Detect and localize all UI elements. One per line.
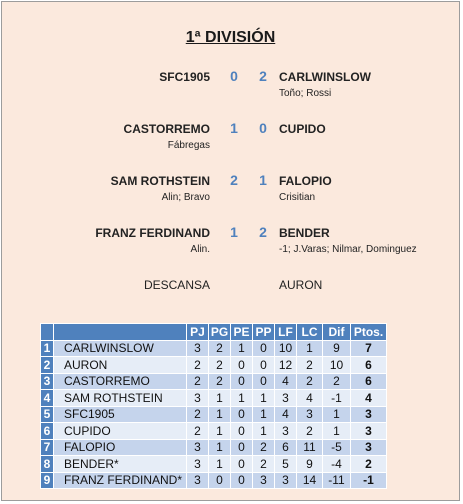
match-1	[2, 70, 459, 110]
team-cell: SAM ROTHSTEIN	[54, 390, 187, 407]
lf-cell: 4	[275, 406, 297, 423]
home-scorers: Fábregas	[167, 140, 210, 151]
header-lc: LC	[297, 324, 323, 341]
table-row	[41, 423, 387, 440]
pe-cell: 0	[231, 456, 253, 473]
away-goals: 2	[259, 68, 267, 84]
header-lf: LF	[275, 324, 297, 341]
pe-cell: 1	[231, 340, 253, 357]
lc-cell: 3	[297, 406, 323, 423]
lf-cell: 3	[275, 423, 297, 440]
lc-cell: 1	[297, 340, 323, 357]
position-cell: 7	[41, 439, 54, 456]
pp-cell: 0	[253, 357, 275, 374]
pts-cell: 6	[351, 373, 387, 390]
lc-cell: 2	[297, 357, 323, 374]
team-cell: FRANZ FERDINAND*	[54, 472, 187, 489]
lf-cell: 4	[275, 373, 297, 390]
lf-cell: 6	[275, 439, 297, 456]
pj-cell: 2	[187, 406, 209, 423]
header-dif: Dif	[323, 324, 351, 341]
lc-cell: 2	[297, 423, 323, 440]
home-goals: 0	[230, 68, 238, 84]
pe-cell: 0	[231, 406, 253, 423]
pts-cell: -1	[351, 472, 387, 489]
position-cell: 5	[41, 406, 54, 423]
team-cell: CUPIDO	[54, 423, 187, 440]
table-row	[41, 373, 387, 390]
results-panel	[1, 1, 460, 501]
home-scorers: Alin; Bravo	[161, 192, 210, 203]
dif-cell: -1	[323, 390, 351, 407]
team-cell: SFC1905	[54, 406, 187, 423]
pj-cell: 3	[187, 390, 209, 407]
pts-cell: 6	[351, 357, 387, 374]
away-goals: 0	[259, 120, 267, 136]
lf-cell: 12	[275, 357, 297, 374]
standings-header-row	[41, 324, 387, 341]
position-cell: 1	[41, 340, 54, 357]
pts-cell: 4	[351, 390, 387, 407]
pg-cell: 1	[209, 423, 231, 440]
pg-cell: 2	[209, 340, 231, 357]
dif-cell: -11	[323, 472, 351, 489]
header-pts: Ptos.	[351, 324, 387, 341]
away-team: FALOPIO	[279, 174, 332, 188]
dif-cell: 2	[323, 373, 351, 390]
bye-team: AURON	[279, 278, 323, 292]
team-cell: FALOPIO	[54, 439, 187, 456]
away-team: CUPIDO	[279, 122, 326, 136]
header-pe: PE	[231, 324, 253, 341]
home-team: SFC1905	[159, 70, 210, 84]
position-cell: 9	[41, 472, 54, 489]
away-team: BENDER	[279, 226, 330, 240]
pp-cell: 2	[253, 439, 275, 456]
pj-cell: 3	[187, 340, 209, 357]
page-title: 1ª DIVISIÓN	[185, 29, 276, 46]
away-scorers: Toño; Rossi	[279, 88, 332, 99]
team-cell: CARLWINSLOW	[54, 340, 187, 357]
home-goals: 1	[230, 120, 238, 136]
table-row	[41, 472, 387, 489]
bye-label: DESCANSA	[143, 278, 210, 292]
table-row	[41, 390, 387, 407]
pj-cell: 2	[187, 423, 209, 440]
pe-cell: 0	[231, 439, 253, 456]
header-team	[54, 324, 187, 341]
home-team: FRANZ FERDINAND	[95, 226, 210, 240]
standings-body	[41, 340, 387, 489]
team-cell: BENDER*	[54, 456, 187, 473]
header-blank	[41, 324, 54, 341]
header-pg: PG	[209, 324, 231, 341]
pj-cell: 2	[187, 373, 209, 390]
pts-cell: 3	[351, 439, 387, 456]
pp-cell: 0	[253, 373, 275, 390]
position-cell: 4	[41, 390, 54, 407]
lf-cell: 3	[275, 472, 297, 489]
pp-cell: 1	[253, 423, 275, 440]
table-row	[41, 357, 387, 374]
lc-cell: 2	[297, 373, 323, 390]
pp-cell: 2	[253, 456, 275, 473]
pj-cell: 2	[187, 357, 209, 374]
away-scorers: -1; J.Varas; Nilmar, Dominguez	[279, 244, 417, 255]
team-cell: CASTORREMO	[54, 373, 187, 390]
away-scorers: Crisitian	[279, 192, 316, 203]
match-2	[2, 122, 459, 162]
lc-cell: 11	[297, 439, 323, 456]
table-row	[41, 456, 387, 473]
pts-cell: 3	[351, 406, 387, 423]
pg-cell: 2	[209, 373, 231, 390]
pe-cell: 0	[231, 357, 253, 374]
dif-cell: -4	[323, 456, 351, 473]
table-row	[41, 439, 387, 456]
home-scorers: Alin.	[190, 244, 210, 255]
away-goals: 2	[259, 224, 267, 240]
pj-cell: 3	[187, 439, 209, 456]
pj-cell: 3	[187, 472, 209, 489]
away-goals: 1	[259, 172, 267, 188]
home-goals: 1	[230, 224, 238, 240]
pe-cell: 0	[231, 472, 253, 489]
table-row	[41, 340, 387, 357]
pg-cell: 1	[209, 390, 231, 407]
dif-cell: 10	[323, 357, 351, 374]
pp-cell: 0	[253, 340, 275, 357]
lc-cell: 4	[297, 390, 323, 407]
lf-cell: 3	[275, 390, 297, 407]
header-pp: PP	[253, 324, 275, 341]
pp-cell: 1	[253, 390, 275, 407]
pj-cell: 3	[187, 456, 209, 473]
team-cell: AURON	[54, 357, 187, 374]
pts-cell: 2	[351, 456, 387, 473]
match-4	[2, 226, 459, 266]
position-cell: 2	[41, 357, 54, 374]
pg-cell: 1	[209, 439, 231, 456]
header-pj: PJ	[187, 324, 209, 341]
dif-cell: 1	[323, 406, 351, 423]
pp-cell: 3	[253, 472, 275, 489]
dif-cell: 1	[323, 423, 351, 440]
lf-cell: 10	[275, 340, 297, 357]
lc-cell: 14	[297, 472, 323, 489]
pts-cell: 7	[351, 340, 387, 357]
pts-cell: 3	[351, 423, 387, 440]
position-cell: 3	[41, 373, 54, 390]
pg-cell: 1	[209, 456, 231, 473]
pg-cell: 1	[209, 406, 231, 423]
table-row	[41, 406, 387, 423]
pg-cell: 2	[209, 357, 231, 374]
pe-cell: 0	[231, 373, 253, 390]
home-team: CASTORREMO	[123, 122, 210, 136]
dif-cell: -5	[323, 439, 351, 456]
home-team: SAM ROTHSTEIN	[110, 174, 210, 188]
lc-cell: 9	[297, 456, 323, 473]
away-team: CARLWINSLOW	[279, 70, 371, 84]
pg-cell: 0	[209, 472, 231, 489]
match-3	[2, 174, 459, 214]
pe-cell: 1	[231, 390, 253, 407]
position-cell: 6	[41, 423, 54, 440]
standings-table	[40, 323, 387, 489]
dif-cell: 9	[323, 340, 351, 357]
lf-cell: 5	[275, 456, 297, 473]
pe-cell: 0	[231, 423, 253, 440]
pp-cell: 1	[253, 406, 275, 423]
home-goals: 2	[230, 172, 238, 188]
position-cell: 8	[41, 456, 54, 473]
